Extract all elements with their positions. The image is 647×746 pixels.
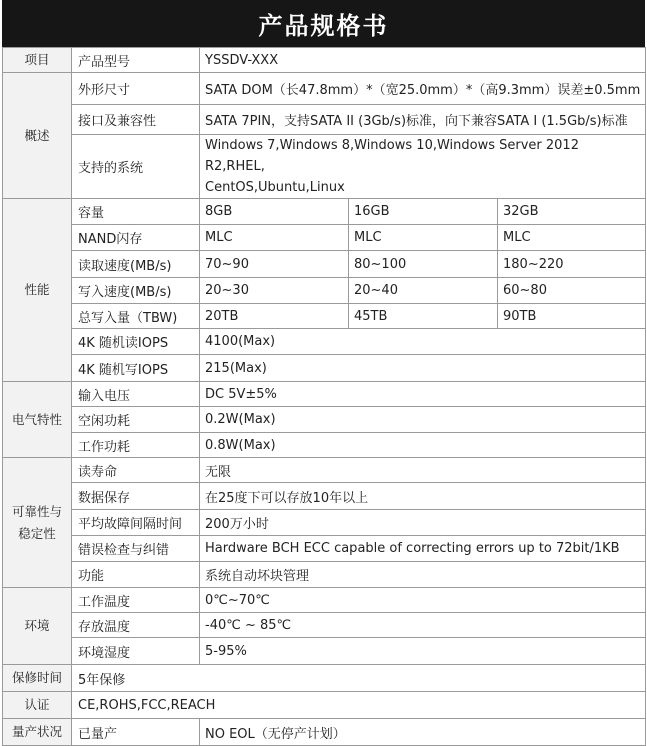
row-value: 0.8W(Max) [200, 433, 646, 458]
table-row [3, 433, 646, 458]
row-value: DC 5V±5% [200, 382, 646, 407]
row-label: 读寿命 [72, 458, 200, 483]
row-value: YSSDV-XXX [200, 48, 646, 73]
row-value: 系统自动坏块管理 [200, 562, 646, 588]
table-row [3, 483, 646, 510]
table-row [3, 48, 646, 73]
row-label: 接口及兼容性 [72, 105, 200, 135]
row-value: MLC [200, 225, 349, 251]
row-value: -40℃ ~ 85℃ [200, 613, 646, 638]
row-value: 20~30 [200, 278, 349, 304]
row-value: 5年保修 [72, 665, 646, 692]
table-row [3, 225, 646, 251]
table-row [3, 199, 646, 225]
row-value: 4100(Max) [200, 329, 646, 355]
row-label: 存放温度 [72, 613, 200, 638]
row-value: 70~90 [200, 251, 349, 278]
spec-table [2, 47, 646, 746]
table-row [3, 135, 646, 199]
row-label: 写入速度(MB/s) [72, 278, 200, 304]
table-row [3, 304, 646, 329]
row-value: 0.2W(Max) [200, 407, 646, 433]
row-label: 容量 [72, 199, 200, 225]
table-row [3, 638, 646, 665]
row-value: Hardware BCH ECC capable of correcting errors up to 72bit/1KB [200, 536, 646, 562]
table-row [3, 588, 646, 613]
row-label: 空闲功耗 [72, 407, 200, 433]
table-row [3, 613, 646, 638]
row-label: 环境湿度 [72, 638, 200, 665]
table-row [3, 510, 646, 536]
row-label: 4K 随机读IOPS [72, 329, 200, 355]
category-line: 可靠性与 [11, 503, 62, 519]
category-cell: 环境 [3, 588, 72, 665]
row-label: 错误检查与纠错 [72, 536, 200, 562]
row-value: 16GB [349, 199, 498, 225]
category-cell: 保修时间 [3, 665, 72, 692]
value-line: Windows 7,Windows 8,Windows 10,Windows Server 2012 R2,RHEL, [205, 138, 579, 174]
category-cell: 性能 [3, 199, 72, 382]
row-label: 工作温度 [72, 588, 200, 613]
table-row [3, 458, 646, 483]
table-row [3, 73, 646, 105]
row-value: 20~40 [349, 278, 498, 304]
row-value: 0℃~70℃ [200, 588, 646, 613]
table-row [3, 355, 646, 382]
value-line: CentOS,Ubuntu,Linux [205, 180, 345, 195]
table-row [3, 407, 646, 433]
row-label: 4K 随机写IOPS [72, 355, 200, 382]
row-value: NO EOL（无停产计划） [200, 719, 646, 746]
row-value: SATA 7PIN，支持SATA II (3Gb/s)标准，向下兼容SATA I (1.5Gb/s)标准 [200, 105, 646, 135]
row-value: 无限 [200, 458, 646, 483]
table-row [3, 329, 646, 355]
category-line: 稳定性 [18, 525, 56, 541]
row-label: 支持的系统 [72, 135, 200, 199]
category-cell [3, 458, 72, 588]
row-label: 外形尺寸 [72, 73, 200, 105]
table-row [3, 665, 646, 692]
row-value: 5-95% [200, 638, 646, 665]
row-value: 60~80 [498, 278, 646, 304]
row-value: 180~220 [498, 251, 646, 278]
table-row [3, 278, 646, 304]
row-value: CE,ROHS,FCC,REACH [72, 692, 646, 719]
row-value: 45TB [349, 304, 498, 329]
row-value [200, 135, 646, 199]
row-value: 20TB [200, 304, 349, 329]
table-row [3, 382, 646, 407]
category-cell: 量产状况 [3, 719, 72, 746]
row-label: 功能 [72, 562, 200, 588]
row-value: 32GB [498, 199, 646, 225]
category-cell: 电气特性 [3, 382, 72, 458]
row-value: 80~100 [349, 251, 498, 278]
row-label: 数据保存 [72, 483, 200, 510]
table-row [3, 692, 646, 719]
row-value: 在25度下可以存放10年以上 [200, 483, 646, 510]
row-label: 已量产 [72, 719, 200, 746]
category-cell: 认证 [3, 692, 72, 719]
row-label: 产品型号 [72, 48, 200, 73]
row-value: 90TB [498, 304, 646, 329]
row-value: MLC [349, 225, 498, 251]
row-value: 215(Max) [200, 355, 646, 382]
row-value: SATA DOM（长47.8mm）*（宽25.0mm）*（高9.3mm）误差±0.5mm [200, 73, 646, 105]
table-row [3, 536, 646, 562]
row-label: 总写入量（TBW) [72, 304, 200, 329]
row-value: 200万小时 [200, 510, 646, 536]
table-row [3, 251, 646, 278]
category-cell: 概述 [3, 73, 72, 199]
row-label: NAND闪存 [72, 225, 200, 251]
row-value: MLC [498, 225, 646, 251]
row-label: 输入电压 [72, 382, 200, 407]
row-label: 平均故障间隔时间 [72, 510, 200, 536]
row-label: 工作功耗 [72, 433, 200, 458]
spec-sheet [2, 0, 645, 746]
row-value: 8GB [200, 199, 349, 225]
category-cell: 项目 [3, 48, 72, 73]
table-row [3, 105, 646, 135]
table-row [3, 719, 646, 746]
row-label: 读取速度(MB/s) [72, 251, 200, 278]
table-row [3, 562, 646, 588]
page-title: 产品规格书 [2, 0, 645, 47]
